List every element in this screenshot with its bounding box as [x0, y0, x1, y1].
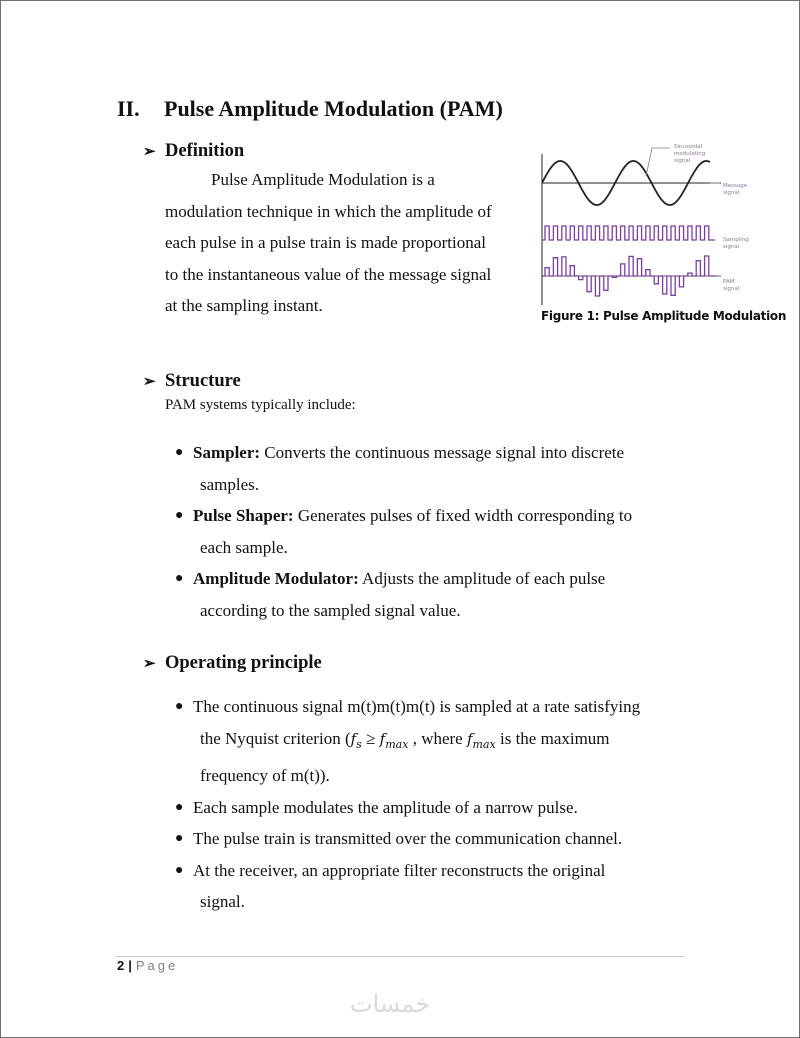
fs-symbol: $f_s$ [350, 729, 362, 751]
bullet-icon: ● [175, 831, 184, 846]
list-item: ● Sampler: Converts the continuous message signal into discrete samples. [175, 437, 632, 500]
structure-heading-text: Structure [165, 371, 241, 391]
pam-label-2: signal [723, 286, 740, 292]
modulating-label-1: Sinusoidal [674, 144, 703, 150]
definition-subheading [143, 141, 244, 162]
watermark: خمسات [350, 990, 431, 1018]
definition-heading-text: Definition [165, 141, 245, 161]
section-title: Pulse Amplitude Modulation (PAM) [164, 96, 503, 121]
page-label: Page [135, 958, 179, 973]
operating-heading-text: Operating principle [165, 653, 322, 673]
pam-label-1: PAM [723, 279, 735, 285]
bullet-icon: ● [175, 699, 184, 714]
bullet-icon: ● [175, 445, 184, 460]
arrowhead-icon: ➢ [143, 144, 156, 160]
figure-caption: Figure 1: Pulse Amplitude Modulation [541, 309, 787, 323]
fmax-symbol: $f_{max}$ [379, 729, 409, 751]
bullet-icon: ● [175, 508, 184, 523]
structure-subheading [143, 371, 241, 392]
list-item: ● The pulse train is transmitted over the communication channel. [175, 823, 640, 855]
page-footer: 2 | Page [117, 958, 179, 973]
definition-paragraph [165, 164, 495, 322]
modulating-label-2: modulating [674, 151, 706, 157]
list-item: ● Pulse Shaper: Generates pulses of fixed width corresponding to each sample. [175, 500, 632, 563]
message-label-1: Message [723, 183, 748, 189]
arrowhead-icon: ➢ [143, 374, 156, 390]
modulating-label-3: signal [674, 158, 691, 164]
arrowhead-icon: ➢ [143, 656, 156, 672]
sampling-label-2: signal [723, 244, 740, 250]
sampling-signal-pulses [542, 226, 715, 240]
page-number: 2 [117, 958, 125, 973]
footer-divider [115, 956, 685, 957]
section-number: II. [117, 96, 140, 121]
bullet-icon: ● [175, 799, 184, 815]
list-term: Pulse Shaper: [193, 506, 294, 525]
section-heading [117, 96, 503, 122]
definition-text: Pulse Amplitude Modulation is a modulation technique in which the amplitude of each pulse in a pulse train is made proportional to the instantaneous value of the message signal at the sampling instant. [165, 170, 492, 315]
operating-list [175, 691, 640, 918]
list-term: Amplitude Modulator: [193, 569, 359, 588]
sampling-label-1: Sampling [723, 237, 749, 243]
list-term: Sampler: [193, 443, 261, 462]
list-item: ● Amplitude Modulator: Adjusts the amplitude of each pulse according to the sampled signal value. [175, 563, 632, 626]
bullet-icon: ● [175, 862, 184, 878]
structure-intro: PAM systems typically include: [165, 397, 356, 413]
list-item: ● The continuous signal m(t)m(t)m(t) is sampled at a rate satisfying the Nyquist criterion ($f_s \ge f_{max}$ , where $f_{max}$ is the maximum frequency of m(t)). [175, 691, 640, 792]
fmax-symbol: $f_{max}$ [466, 729, 496, 751]
bullet-icon: ● [175, 571, 184, 586]
modulating-label-leader [646, 148, 670, 176]
list-item: ● At the receiver, an appropriate filter reconstructs the original signal. [175, 855, 640, 918]
structure-list [175, 437, 632, 626]
list-item: ● Each sample modulates the amplitude of a narrow pulse. [175, 792, 640, 824]
message-label-2: signal [723, 190, 740, 196]
operating-subheading [143, 653, 322, 674]
pam-figure [538, 140, 763, 312]
